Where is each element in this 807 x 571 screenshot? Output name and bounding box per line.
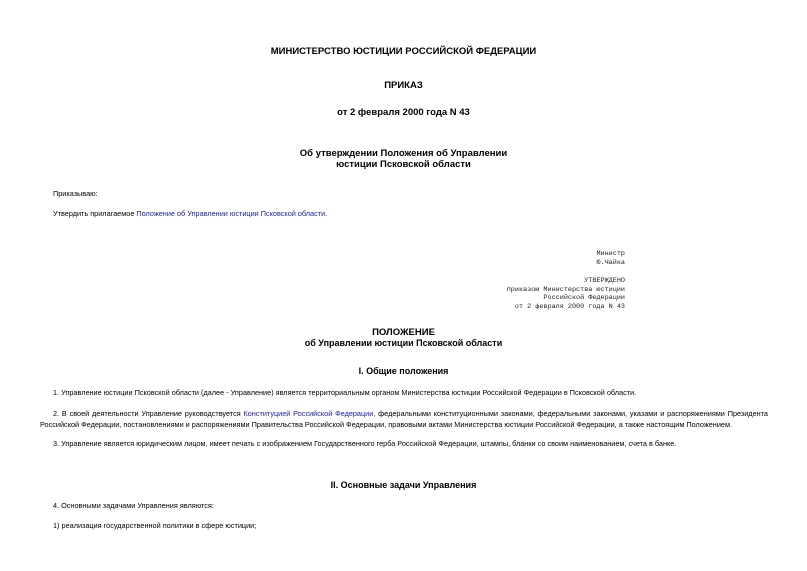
order-prikaz: Приказываю: [53, 189, 98, 198]
paragraph-2 [40, 408, 768, 430]
paragraph-2-prefix: 2. В своей деятельности Управление руководствуется [53, 409, 244, 418]
subject-line-2: юстиции Псковской области [336, 159, 471, 170]
approved-line-4: от 2 февраля 2000 года N 43 [514, 302, 625, 311]
signature-title: Министр [596, 250, 625, 258]
paragraph-2-suffix: , федеральными конституционными законами, федеральными законами, указами и распоряжениями Президента Российской Федерации, постановлениями и распоряжениями Правительства Российской Федерации, правовыми актами Министерства юстиции Российской Федерации, а также настоящим Положением. [40, 409, 768, 429]
paragraph-1: 1. Управление юстиции Псковской области (далее - Управление) является территориальным органом Министерства юстиции Российской Федерации в Псковской области. [53, 388, 637, 397]
paragraph-3: 3. Управление является юридическим лицом, имеет печать с изображением Государственного герба Российской Федерации, штампы, бланки со своим наименованием, счета в банке. [53, 439, 677, 448]
section-1-title: I. Общие положения [358, 366, 449, 376]
signature-block [596, 250, 625, 267]
paragraph-4: 4. Основными задачами Управления являются: [53, 501, 214, 510]
regulation-title: ПОЛОЖЕНИЕ [372, 327, 435, 338]
approved-line-2: приказом Министерства юстиции [506, 285, 625, 294]
constitution-link[interactable]: Конституцией Российской Федерации [243, 409, 374, 418]
regulation-subtitle: об Управлении юстиции Псковской области [304, 338, 503, 348]
order-approve-paragraph [53, 208, 327, 219]
regulation-link[interactable]: Положение об Управлении юстиции Псковской области [136, 209, 326, 218]
approved-line-1: УТВЕРЖДЕНО [584, 277, 625, 285]
doc-type-heading: ПРИКАЗ [384, 80, 423, 91]
paragraph-4-item-1: 1) реализация государственной политики в сфере юстиции; [53, 521, 257, 530]
ministry-heading: МИНИСТЕРСТВО ЮСТИЦИИ РОССИЙСКОЙ ФЕДЕРАЦИИ [270, 46, 537, 57]
date-number-heading: от 2 февраля 2000 года N 43 [337, 107, 470, 118]
approved-stamp-block [507, 277, 625, 311]
approved-line-3: Российской Федерации [543, 294, 625, 303]
signature-name: Ю.Чайка [596, 258, 625, 267]
order-approve-prefix: Утвердить прилагаемое [53, 209, 137, 218]
order-approve-suffix: . [325, 209, 328, 218]
section-2-title: II. Основные задачи Управления [330, 480, 477, 490]
subject-line-1: Об утверждении Положения об Управлении [299, 148, 508, 159]
